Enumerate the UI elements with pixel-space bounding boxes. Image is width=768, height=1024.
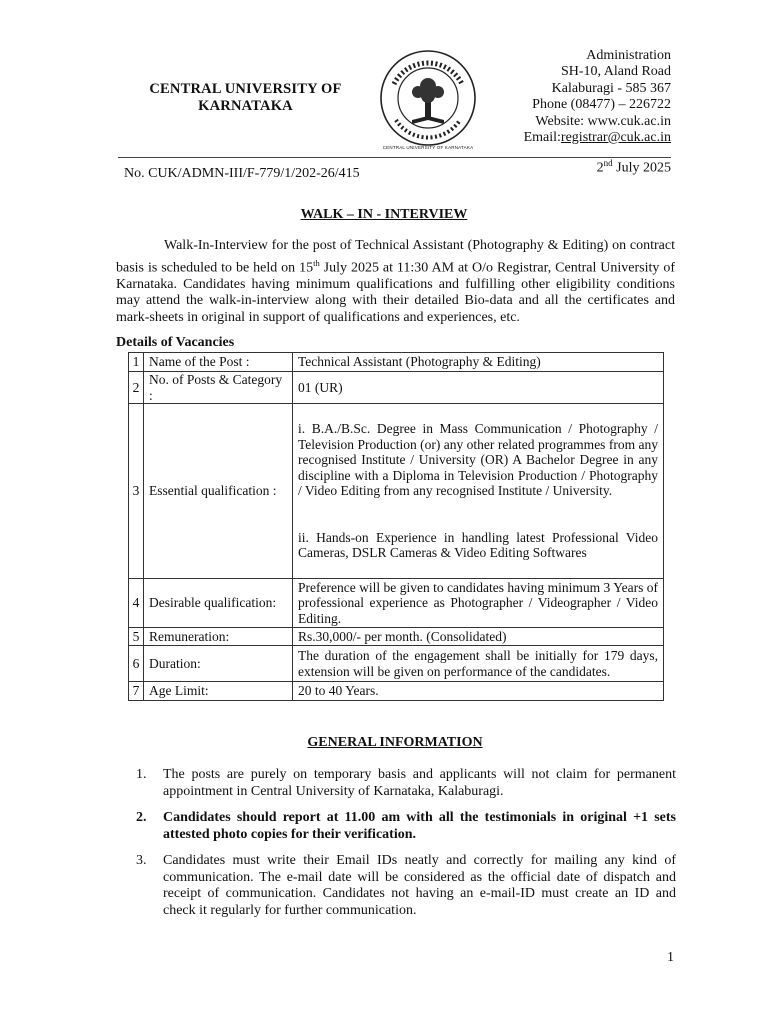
row-value: Rs.30,000/- per month. (Consolidated) bbox=[293, 628, 664, 646]
row-value bbox=[293, 404, 664, 579]
para-text-1: Walk-In-Interview for the post of Technical Assistant (Photography & Editing) on contract basis is scheduled to be held on 15 bbox=[116, 238, 675, 276]
letter-date bbox=[597, 158, 671, 177]
item-number: 2. bbox=[136, 810, 147, 825]
row-label: Remuneration: bbox=[144, 628, 293, 646]
table-row bbox=[129, 353, 664, 372]
row-number: 2 bbox=[129, 372, 144, 404]
row-number: 6 bbox=[129, 646, 144, 682]
item-text: Candidates must write their Email IDs neatly and correctly for mailing any kind of communication. The e-mail date will be considered as the official date of dispatch and receipt of communication. Candidates not having an e-mail-ID must create an ID and check it regularly for further communication. bbox=[163, 853, 676, 918]
date-day: 2 bbox=[596, 160, 604, 176]
phone-number: Phone (08477) – 226722 bbox=[532, 97, 671, 113]
address-line: Kalaburagi - 585 367 bbox=[551, 80, 671, 96]
para-sup: th bbox=[313, 257, 320, 268]
item-text: Candidates should report at 11.00 am with all the testimonials in original +1 sets attested photo copies for their verification. bbox=[163, 810, 676, 842]
reference-number: No. CUK/ADMN-III/F-779/1/202-26/415 bbox=[124, 166, 360, 181]
logo-caption: CENTRAL UNIVERSITY OF KARNATAKA bbox=[382, 145, 474, 150]
list-item bbox=[136, 810, 676, 843]
para-text-2: July 2025 at 11:30 AM at O/o Registrar, Central University of Karnataka. Candidates having minimum qualifications and fulfilling other eligibility conditions may attend the walk-in-interview along with their detailed Bio-data and all the certificates and mark-sheets in original in support of qualifications and experiences, etc. bbox=[116, 260, 675, 326]
list-item bbox=[136, 767, 676, 800]
list-item bbox=[136, 853, 676, 919]
notice-title: WALK – IN - INTERVIEW bbox=[300, 207, 468, 222]
email-label: Email: bbox=[523, 130, 561, 146]
row-label: Duration: bbox=[144, 646, 293, 682]
qualification-option-2: ii. Hands-on Experience in handling latest Professional Video Cameras, DSLR Cameras & Video Editing Softwares bbox=[298, 529, 658, 561]
table-row bbox=[129, 628, 664, 646]
row-label: Age Limit: bbox=[144, 682, 293, 701]
university-name bbox=[118, 81, 373, 115]
row-number: 4 bbox=[129, 579, 144, 628]
university-name-line2: KARNATAKA bbox=[198, 98, 293, 114]
table-row bbox=[129, 404, 664, 579]
university-logo bbox=[374, 48, 482, 156]
vacancies-table bbox=[128, 352, 664, 701]
row-value: 01 (UR) bbox=[293, 372, 664, 404]
address-line: Administration bbox=[586, 48, 671, 63]
row-value: Preference will be given to candidates having minimum 3 Years of professional experience as Photographer / Videographer / Video Editing. bbox=[293, 579, 664, 628]
row-value: The duration of the engagement shall be initially for 179 days, extension will be given on performance of the candidates. bbox=[293, 646, 664, 682]
item-text: The posts are purely on temporary basis and applicants will not claim for permanent appointment in Central University of Karnataka, Kalaburagi. bbox=[163, 767, 676, 799]
row-number: 3 bbox=[129, 404, 144, 579]
item-number: 1. bbox=[136, 767, 147, 782]
qualification-option-1: i. B.A./B.Sc. Degree in Mass Communication / Photography / Television Production (or) any other related programmes from any recognised Institute / University (OR) A Bachelor Degree in any discipline with a Diploma in Television Production / Photography / Video Editing from any recognised Institute / University. bbox=[298, 421, 658, 499]
date-suffix: nd bbox=[603, 158, 613, 168]
row-number: 1 bbox=[129, 353, 144, 372]
header-divider bbox=[118, 157, 671, 158]
general-info-title: GENERAL INFORMATION bbox=[307, 735, 483, 750]
table-row bbox=[129, 682, 664, 701]
general-info-list bbox=[136, 767, 676, 929]
page-number: 1 bbox=[667, 950, 674, 965]
table-row bbox=[129, 646, 664, 682]
row-number: 7 bbox=[129, 682, 144, 701]
email bbox=[524, 130, 671, 146]
row-label: Desirable qualification: bbox=[144, 579, 293, 628]
university-name-line1: CENTRAL UNIVERSITY OF bbox=[149, 81, 342, 97]
date-month-year: July 2025 bbox=[612, 160, 671, 176]
vacancies-label: Details of Vacancies bbox=[116, 335, 235, 350]
row-value: Technical Assistant (Photography & Editing) bbox=[293, 353, 664, 372]
email-link[interactable]: registrar@cuk.ac.in bbox=[560, 130, 671, 146]
address-block bbox=[524, 48, 671, 146]
address-line: SH-10, Aland Road bbox=[560, 64, 671, 80]
row-value: 20 to 40 Years. bbox=[293, 682, 664, 701]
table-row bbox=[129, 372, 664, 404]
item-number: 3. bbox=[136, 853, 147, 868]
row-number: 5 bbox=[129, 628, 144, 646]
row-label: Essential qualification : bbox=[144, 404, 293, 579]
table-row bbox=[129, 579, 664, 628]
row-label: Name of the Post : bbox=[144, 353, 293, 372]
row-label: No. of Posts & Category : bbox=[144, 372, 293, 404]
website[interactable]: Website: www.cuk.ac.in bbox=[535, 113, 671, 129]
notice-paragraph bbox=[116, 238, 675, 327]
